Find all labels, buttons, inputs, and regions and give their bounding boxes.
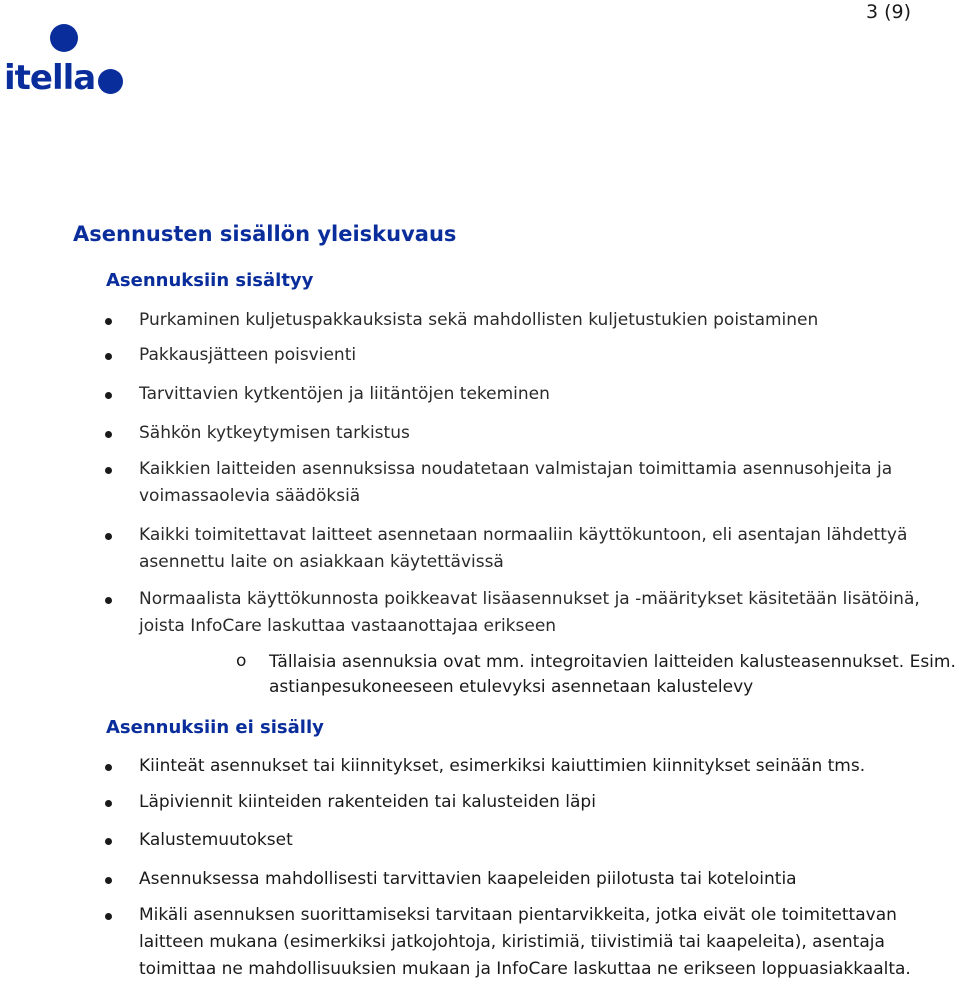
included-heading: Asennuksiin sisältyy	[106, 270, 314, 291]
included-item: Kaikki toimitettavat laitteet asennetaan normaaliin käyttökuntoon, eli asentajan lähdettyä asennettu laite on asiakkaan käytettävissä	[139, 525, 908, 572]
included-item: Pakkausjätteen poisvienti	[139, 345, 357, 365]
excluded-item: Kiinteät asennukset tai kiinnitykset, esimerkiksi kaiuttimien kiinnitykset seinään tms.	[139, 756, 866, 776]
bullet-icon	[105, 353, 112, 360]
included-item: Kaikkien laitteiden asennuksissa noudatetaan valmistajan toimittamia asennusohjeita ja voimassaolevia säädöksiä	[139, 459, 893, 506]
bullet-icon	[105, 392, 112, 399]
bullet-icon	[105, 318, 112, 325]
included-item: Sähkön kytkeytymisen tarkistus	[139, 423, 410, 443]
bullet-icon	[105, 533, 112, 540]
itella-logo	[4, 20, 134, 100]
page-number: 3 (9)	[866, 1, 912, 23]
bullet-icon	[105, 913, 112, 920]
bullet-icon	[105, 800, 112, 807]
bullet-icon	[105, 597, 112, 604]
logo-dot-icon	[50, 24, 78, 52]
included-item: Purkaminen kuljetuspakkauksista sekä mahdollisten kuljetustukien poistaminen	[139, 310, 819, 330]
included-item: Tarvittavien kytkentöjen ja liitäntöjen tekeminen	[139, 384, 550, 404]
logo-dot-icon	[98, 69, 123, 94]
bullet-icon	[105, 877, 112, 884]
excluded-item: Läpiviennit kiinteiden rakenteiden tai kalusteiden läpi	[139, 792, 596, 812]
included-item: Normaalista käyttökunnosta poikkeavat lisäasennukset ja -määritykset käsitetään lisätöinä, joista InfoCare laskuttaa vastaanottajaa erikseen	[139, 589, 920, 636]
excluded-item: Asennuksessa mahdollisesti tarvittavien kaapeleiden piilotusta tai kotelointia	[139, 869, 797, 889]
bullet-icon	[105, 467, 112, 474]
bullet-icon	[105, 431, 112, 438]
excluded-heading: Asennuksiin ei sisälly	[106, 717, 324, 738]
excluded-item: Mikäli asennuksen suorittamiseksi tarvitaan pientarvikkeita, jotka eivät ole toimitettavan laitteen mukana (esimerkiksi jatkojohtoja, kiristimiä, tiivistimiä tai kaapeleita), asentaja toimittaa ne mahdollisuuksien mukaan ja InfoCare laskuttaa ne erikseen loppuasiakkaalta.	[139, 905, 911, 979]
included-sub-item: Tällaisia asennuksia ovat mm. integroitavien laitteiden kalusteasennukset. Esim. astianpesukoneeseen etulevyksi asennetaan kalustelevy	[269, 652, 956, 697]
page-title: Asennusten sisällön yleiskuvaus	[73, 222, 457, 246]
bullet-icon	[105, 838, 112, 845]
sub-bullet-icon: o	[236, 651, 247, 671]
bullet-icon	[105, 764, 112, 771]
logo-wordmark: itella	[4, 58, 96, 98]
excluded-item: Kalustemuutokset	[139, 830, 293, 850]
